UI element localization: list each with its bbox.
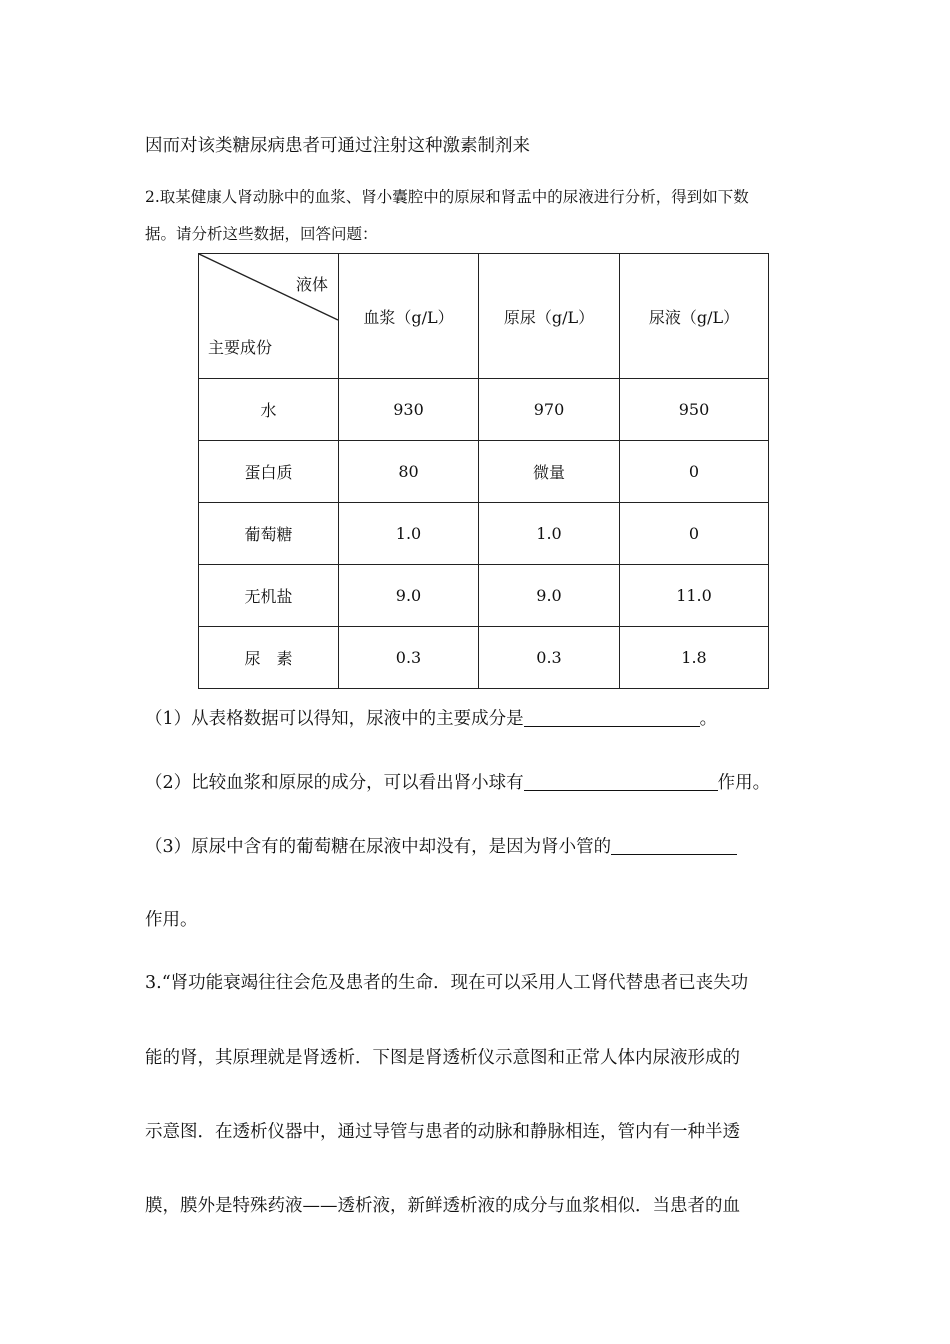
table-header-row xyxy=(199,254,769,379)
table-cell: 970 xyxy=(479,379,620,441)
composition-table xyxy=(198,253,769,689)
row-label: 蛋白质 xyxy=(199,441,339,503)
table-cell: 0 xyxy=(620,503,769,565)
sub-question-3-text: （3）原尿中含有的葡萄糖在尿液中却没有，是因为肾小管的 xyxy=(145,837,612,857)
table-cell: 1.0 xyxy=(339,503,479,565)
corner-label-component: 主要成份 xyxy=(208,338,273,357)
table-cell: 930 xyxy=(339,379,479,441)
table-cell: 0 xyxy=(620,441,769,503)
table-row xyxy=(199,565,769,627)
question-3-line-3: 示意图．在透析仪器中，通过导管与患者的动脉和静脉相连，管内有一种半透 xyxy=(145,1122,740,1142)
table-row xyxy=(199,441,769,503)
row-label: 无机盐 xyxy=(199,565,339,627)
table-cell: 0.3 xyxy=(479,627,620,689)
question-3-line-1: 3.“肾功能衰竭往往会危及患者的生命．现在可以采用人工肾代替患者已丧失功 xyxy=(145,973,749,993)
table-cell: 1.8 xyxy=(620,627,769,689)
question-3-line-2: 能的肾，其原理就是肾透析．下图是肾透析仪示意图和正常人体内尿液形成的 xyxy=(145,1048,740,1068)
table-row xyxy=(199,627,769,689)
table-cell: 9.0 xyxy=(479,565,620,627)
corner-label-liquid: 液体 xyxy=(295,275,328,294)
row-label: 尿 素 xyxy=(199,627,339,689)
row-label: 葡萄糖 xyxy=(199,503,339,565)
sub-question-3-line-2: 作用。 xyxy=(145,910,198,930)
sub-question-2 xyxy=(145,769,770,794)
sub-question-2-end: 作用。 xyxy=(717,773,771,793)
sub-question-3 xyxy=(145,833,737,858)
answer-blank-2[interactable] xyxy=(524,773,718,792)
intro-line: 因而对该类糖尿病患者可通过注射这种激素制剂来 xyxy=(145,136,530,156)
table-cell: 11.0 xyxy=(620,565,769,627)
table-cell: 80 xyxy=(339,441,479,503)
table-row xyxy=(199,379,769,441)
header-primary-urine: 原尿（g/L） xyxy=(479,254,620,379)
row-label: 水 xyxy=(199,379,339,441)
question-2-line-1: 2.取某健康人肾动脉中的血浆、肾小囊腔中的原尿和肾盂中的尿液进行分析，得到如下数 xyxy=(145,188,749,206)
table-cell: 0.3 xyxy=(339,627,479,689)
table-cell: 1.0 xyxy=(479,503,620,565)
sub-question-1-text: （1）从表格数据可以得知，尿液中的主要成分是 xyxy=(145,709,524,729)
header-plasma: 血浆（g/L） xyxy=(339,254,479,379)
answer-blank-3[interactable] xyxy=(611,837,737,856)
table-cell: 9.0 xyxy=(339,565,479,627)
header-urine: 尿液（g/L） xyxy=(620,254,769,379)
question-3-line-4: 膜，膜外是特殊药液——透析液，新鲜透析液的成分与血浆相似．当患者的血 xyxy=(145,1196,740,1216)
corner-cell xyxy=(199,254,339,379)
table-cell: 950 xyxy=(620,379,769,441)
question-2-line-2: 据。请分析这些数据，回答问题： xyxy=(145,225,378,243)
answer-blank-1[interactable] xyxy=(524,709,700,728)
sub-question-1 xyxy=(145,705,717,730)
table-cell: 微量 xyxy=(479,441,620,503)
sub-question-2-text: （2）比较血浆和原尿的成分，可以看出肾小球有 xyxy=(145,773,524,793)
table-row xyxy=(199,503,769,565)
sub-question-1-end: 。 xyxy=(699,709,718,729)
